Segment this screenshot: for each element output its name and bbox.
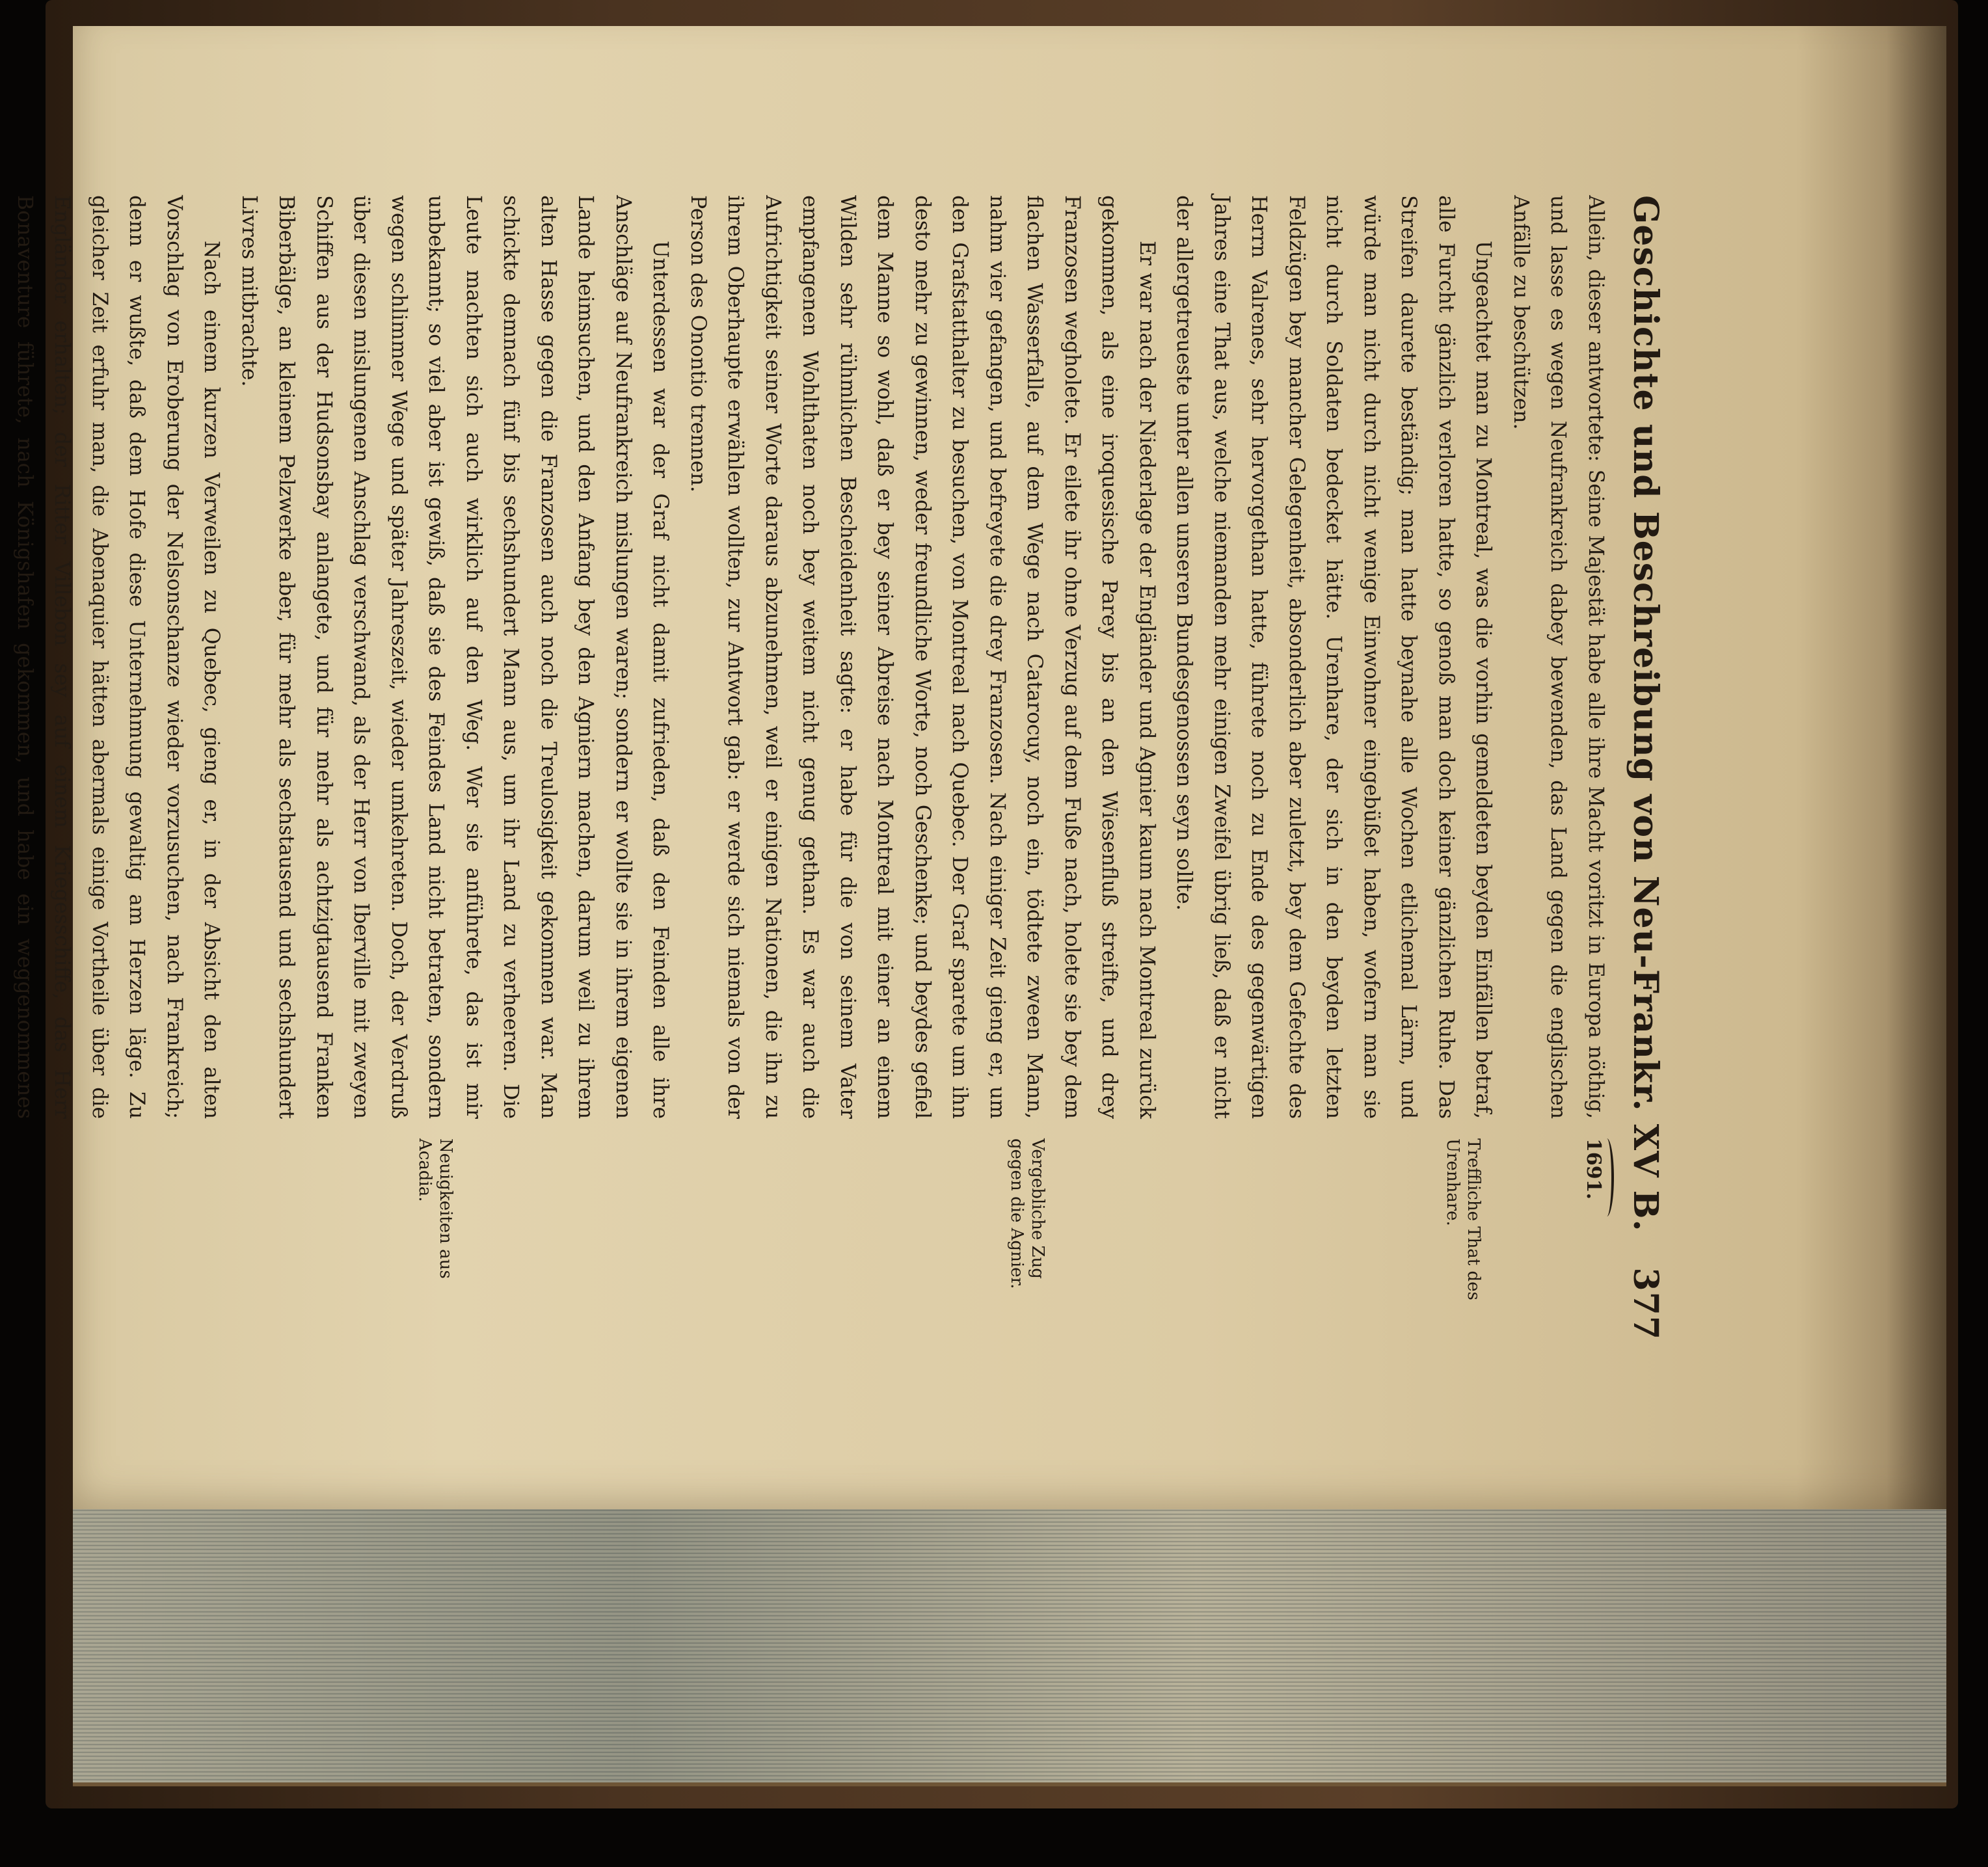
margin-note: Treffliche That des Urenhare. xyxy=(1443,1138,1483,1300)
running-title: Geschichte und Beschreibung von Neu-Frankr. XV B. xyxy=(1626,195,1665,1232)
page-edges-shading xyxy=(73,1509,1946,1782)
paragraph: Er war nach der Niederlage der Engländer und Agnier kaum nach Montreal zurück gekommen, als eine iroquesische Parey bis an den Wiesenfluß streifte, und drey Franzosen wegholete. Er eilete ihr ohne Verzug auf dem Fuße nach, holete sie bey dem flachen Wasserfalle, auf dem Wege nach Catarocuy, noch ein, tödtete zween Mann, nahm vier gefangen, und befreyete die drey Franzosen. Nach einiger Zeit gieng er, um den Grafstatthalter zu besuchen, von Montreal nach Quebec. Der Graf sparete um ihn desto mehr zu gewinnen, weder freundliche Worte, noch Geschenke; und beydes gefiel dem Manne so wohl, daß er bey seiner Abreise nach Montreal mit einer an einem Wilden sehr rühmlichen Bescheidenheit sagte: er habe für die von seinem Vater empfangenen Wohlthaten noch bey weitem nicht genug gethan. Es war auch die Aufrichtigkeit seiner Worte daraus abzunehmen, weil er einigen Nationen, die ihn zu ihrem Oberhaupte erwählen wollten, zur Antwort gab: er werde sich niemals von der Person des Onontio trennen. xyxy=(686,195,1159,1119)
running-head xyxy=(1626,195,1665,1340)
page-gutter-shadow xyxy=(1887,26,1946,1522)
paragraph: Ungeachtet man zu Montreal, was die vorhin gemeldeten beyden Einfällen betraf, alle Furcht gänzlich verloren hatte, so genoß man doch keiner gänzlichen Ruhe. Das Streifen daurete beständig; man hatte beynahe alle Wochen etlichemal Lärm, und würde man nicht durch nicht wenige Einwohner eingebüßet haben, wofern man sie nicht durch Soldaten bedecket hätte. Urenhare, der sich in den beyden letzten Feldzügen bey mancher Gelegenheit, absonderlich aber zuletzt, bey dem Gefechte des Herrn Valrenes, sehr hervorgethan hatte, führete noch zu Ende des gegenwärtigen Jahres eine That aus, welche niemanden mehr einigen Zweifel übrig ließ, daß er nicht der allergetreueste unter allen unseren Bundesgenossen seyn sollte. xyxy=(1172,195,1496,1119)
paragraph: Unterdessen war der Graf nicht damit zufrieden, daß den Feinden alle ihre Anschläge auf Neufrankreich mislungen waren; sondern er wollte sie in ihrem eigenen Lande heimsuchen, und den Anfang bey den Agniern machen, darum weil zu ihrem alten Hasse gegen die Franzosen auch noch die Treulosigkeit gekommen war. Man schickte demnach fünf bis sechshundert Mann aus, um ihr Land zu verheeren. Die Leute machten sich auch wirklich auf den Weg. Wer sie anführete, das ist mir unbekannt; so viel aber ist gewiß, daß sie des Feindes Land nicht betraten, sondern wegen schlimmer Wege und später Jahreszeit, wieder umkehreten. Doch, der Verdruß über diesen mislungenen Anschlag verschwand, als der Herr von Iberville mit zweyen Schiffen aus der Hudsonsbay anlangete, und für mehr als achtzigtausend Franken Biberbälge, an kleinem Pelzwerke aber, für mehr als sechstausend und sechshundert Livres mitbrachte. xyxy=(237,195,673,1119)
paragraph: Nach einem kurzen Verweilen zu Quebec, gieng er, in der Absicht den alten Vorschlag von Eroberung der Nelsonschanze wieder vorzusuchen, nach Frankreich; denn er wußte, daß dem Hofe diese Unternehmung gewaltig am Herzen läge. Zu gleicher Zeit erfuhr man, die Abenaquier hätten abermals einige Vortheile über die Engländer erhalten; der Ritter Villebon sey auf einem Kriegesschiffe, das Herr Bonaventure führete, nach Königshafen gekommen, und habe ein weggenommenes xyxy=(13,195,224,1119)
margin-note: Neuigkeiten aus Acadia. xyxy=(415,1138,455,1279)
text-columns xyxy=(0,195,1614,1340)
body-text xyxy=(0,195,1614,1119)
margin-note: Vergebliche Zug gegen die Agnier. xyxy=(1007,1138,1047,1289)
margin-year: 1691. xyxy=(1582,1138,1605,1200)
paragraph: Allein, dieser antwortete: Seine Majestät habe alle ihre Macht voritzt in Europa nöthig, und lasse es wegen Neufrankreich dabey bewenden, das Land gegen die englischen Anfälle zu beschützen. xyxy=(1509,195,1607,1119)
margin-column xyxy=(0,1138,1614,1334)
printed-text-block xyxy=(13,195,1665,1340)
page-number: 377 xyxy=(1626,1267,1665,1340)
